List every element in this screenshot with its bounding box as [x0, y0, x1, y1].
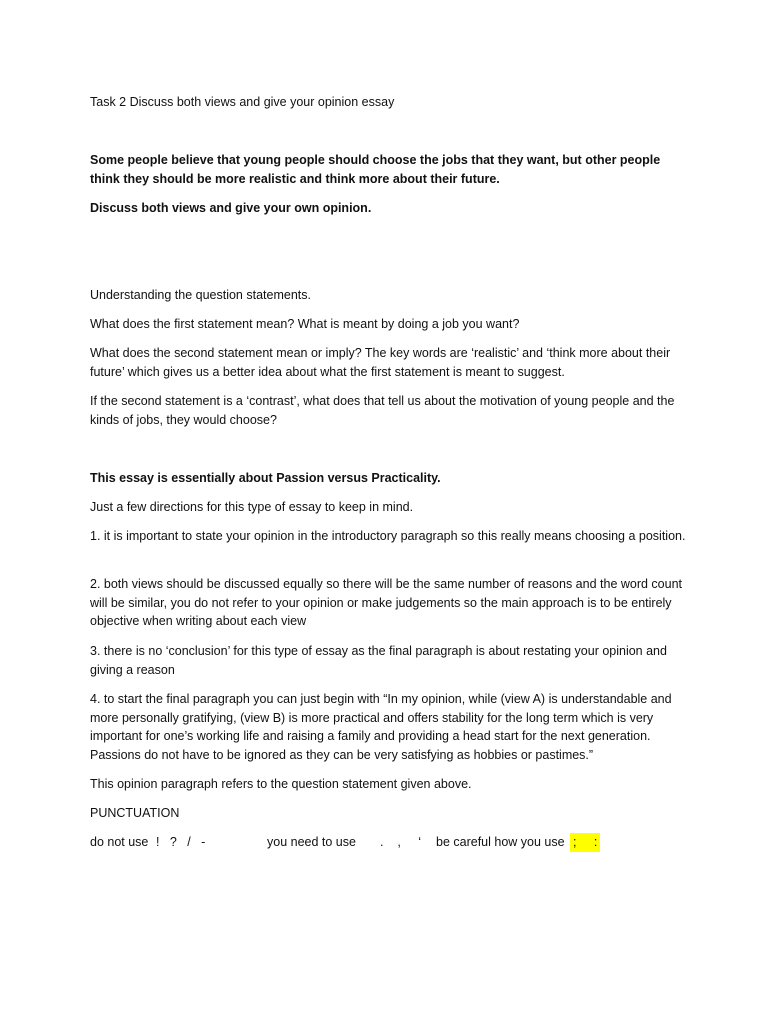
- question-2: What does the second statement mean or imply? The key words are ‘realistic’ and ‘think more about their future’ which gives us a better idea about what the first statement is meant to suggest.: [90, 346, 671, 379]
- direction-4: 4. to start the final paragraph you can just begin with “In my opinion, while (view A) is understandable and more personally gratifying, (view B) is more practical and offers stability for the long term which is very important for one’s working life and raising a family and providing a head start for the next generation. Passions do not have to be ignored as they can be very satisfying as hobbies or pastimes.”: [90, 692, 672, 762]
- question-3: If the second statement is a ‘contrast’, what does that tell us about the motivation of young people and the kinds of jobs, they would choose?: [90, 394, 675, 427]
- do-not-use-marks: ! ? / -: [156, 835, 206, 849]
- directions-intro: Just a few directions for this type of essay to keep in mind.: [90, 500, 414, 514]
- be-careful-label: be careful how you use: [436, 835, 565, 849]
- do-not-use-label: do not use: [90, 835, 149, 849]
- be-careful-marks: ; :: [570, 833, 600, 852]
- prompt-instruction: Discuss both views and give your own opinion.: [90, 201, 372, 215]
- punctuation-heading: PUNCTUATION: [90, 806, 180, 820]
- understanding-heading: Understanding the question statements.: [90, 288, 311, 302]
- need-to-use-label: you need to use: [267, 835, 356, 849]
- task-title: Task 2 Discuss both views and give your opinion essay: [90, 95, 395, 109]
- question-1: What does the first statement mean? What is meant by doing a job you want?: [90, 317, 520, 331]
- prompt-statement: Some people believe that young people should choose the jobs that they want, but other people think they should be more realistic and think more about their future.: [90, 153, 661, 186]
- direction-1: 1. it is important to state your opinion in the introductory paragraph so this really means choosing a position.: [90, 529, 686, 543]
- punctuation-row: [90, 833, 598, 981]
- direction-2: 2. both views should be discussed equally so there will be the same number of reasons and the word count will be similar, you do not refer to your opinion or make judgements so the main approach is to be entirely objective when writing about each view: [90, 577, 683, 628]
- direction-3: 3. there is no ‘conclusion’ for this type of essay as the final paragraph is about restating your opinion and giving a reason: [90, 644, 667, 677]
- paragraph-note: This opinion paragraph refers to the question statement given above.: [90, 777, 472, 791]
- need-to-use-marks: . , ‘: [380, 835, 421, 849]
- essence-statement: This essay is essentially about Passion versus Practicality.: [90, 471, 441, 485]
